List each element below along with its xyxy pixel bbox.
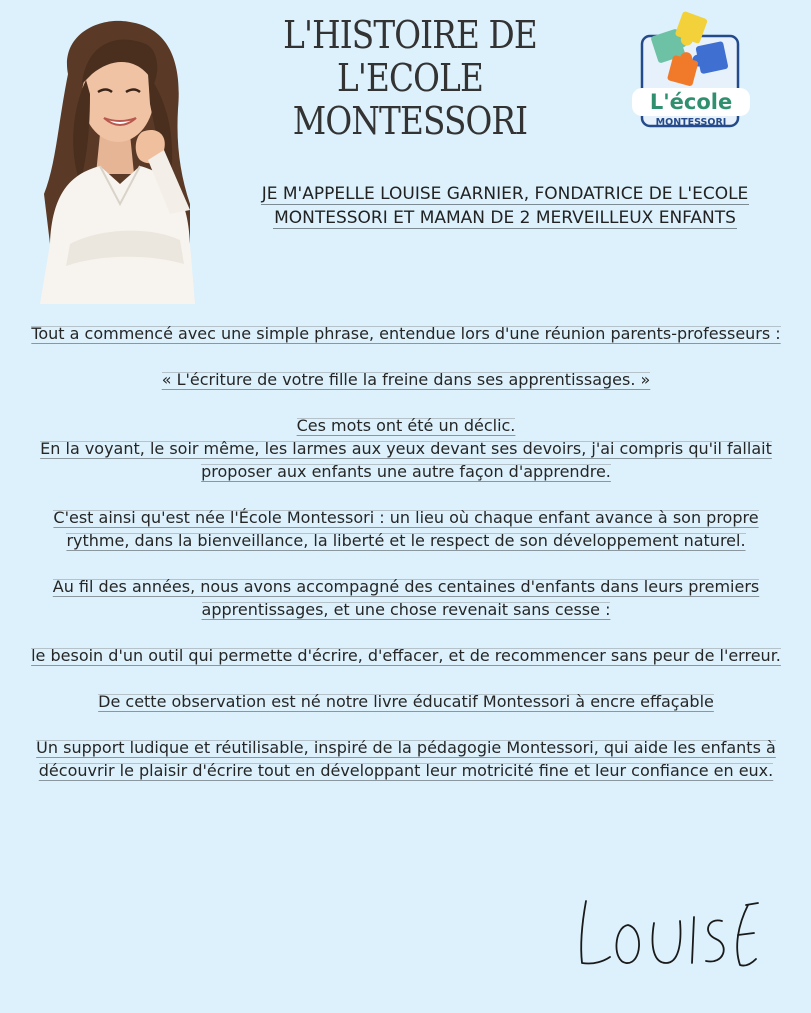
intro-line-1: JE M'APPELLE LOUISE GARNIER, FONDATRICE DE L'ECOLE (261, 184, 749, 204)
portrait-illustration (30, 14, 200, 304)
story-paragraph-3-line-1: Ces mots ont été un déclic. (296, 416, 516, 435)
founder-portrait (30, 14, 200, 304)
founder-intro (205, 182, 805, 230)
puzzle-pieces-icon (628, 6, 758, 134)
signature (570, 895, 760, 975)
story-paragraph-6: le besoin d'un outil qui permette d'écrire, d'effacer, et de recommencer sans peur de l'erreur. (31, 646, 781, 665)
story-paragraph-8: Un support ludique et réutilisable, inspiré de la pédagogie Montessori, qui aide les enfants à découvrir le plaisir d'écrire tout en développant leur motricité fine et leur confiance en eux. (36, 738, 776, 780)
logo-subtitle: MONTESSORI (655, 117, 727, 128)
page-title-line-2: MONTESSORI (292, 99, 528, 143)
intro-line-2: MONTESSORI ET MAMAN DE 2 MERVEILLEUX ENFANTS (274, 208, 736, 228)
signature-handwriting (570, 895, 760, 975)
page-title-line-1: L'HISTOIRE DE L'ECOLE (283, 13, 537, 100)
school-logo (628, 6, 758, 134)
story-paragraph-4: C'est ainsi qu'est née l'École Montessori : un lieu où chaque enfant avance à son propre rythme, dans la bienveillance, la liberté et le respect de son développement naturel. (53, 508, 759, 550)
story-paragraph-3-line-2: En la voyant, le soir même, les larmes aux yeux devant ses devoirs, j'ai compris qu'il fallait proposer aux enfants une autre façon d'apprendre. (40, 439, 772, 481)
story-paragraph-1: Tout a commencé avec une simple phrase, entendue lors d'une réunion parents-professeurs : (31, 324, 781, 343)
story-paragraph-7: De cette observation est né notre livre éducatif Montessori à encre effaçable (98, 692, 714, 711)
page-title (221, 14, 599, 143)
story-quote: « L'écriture de votre fille la freine dans ses apprentissages. » (161, 370, 651, 389)
story-text (30, 322, 782, 805)
story-paragraph-5: Au fil des années, nous avons accompagné des centaines d'enfants dans leurs premiers apprentissages, et une chose revenait sans cesse : (52, 577, 760, 619)
logo-title: L'école (649, 90, 733, 114)
